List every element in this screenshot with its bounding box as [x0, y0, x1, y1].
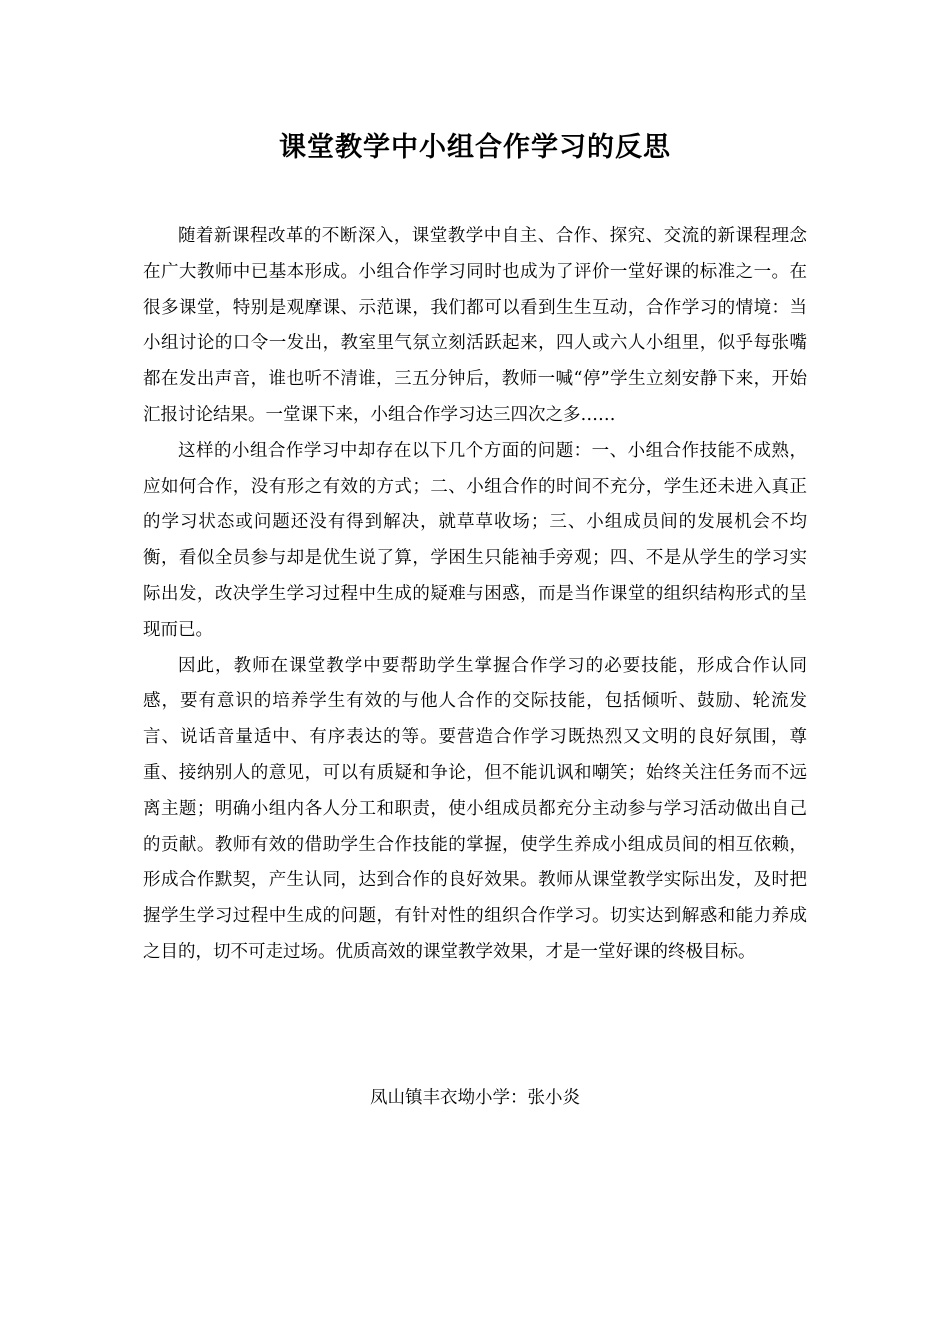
paragraph-3: 因此，教师在课堂教学中要帮助学生掌握合作学习的必要技能，形成合作认同感，要有意识的培养学生有效的与他人合作的交际技能，包括倾听、鼓励、轮流发言、说话音量适中、有序表达的等。要营造合作学习既热烈又文明的良好氛围，尊重、接纳别人的意见，可以有质疑和争论，但不能讥讽和嘲笑；始终关注任务而不远离主题；明确小组内各人分工和职责，使小组成员都充分主动参与学习活动做出自己的贡献。教师有效的借助学生合作技能的掌握，使学生养成小组成员间的相互依赖，形成合作默契，产生认同，达到合作的良好效果。教师从课堂教学实际出发，及时把握学生学习过程中生成的问题，有针对性的组织合作学习。切实达到解惑和能力养成之目的，切不可走过场。优质高效的课堂教学效果，才是一堂好课的终极目标。 — [143, 655, 807, 962]
paragraph-2: 这样的小组合作学习中却存在以下几个方面的问题：一、小组合作技能不成熟，应如何合作，没有形之有效的方式；二、小组合作的时间不充分，学生还未进入真正的学习状态或问题还没有得到解决，就草草收场；三、小组成员间的发展机会不均衡，看似全员参与却是优生说了算，学困生只能袖手旁观；四、不是从学生的学习实际出发，改决学生学习过程中生成的疑难与困惑，而是当作课堂的组织结构形式的呈现而已。 — [143, 440, 807, 640]
document-title: 课堂教学中小组合作学习的反思 — [279, 132, 671, 163]
paragraph-1: 随着新课程改革的不断深入，课堂教学中自主、合作、探究、交流的新课程理念在广大教师中已基本形成。小组合作学习同时也成为了评价一堂好课的标准之一。在很多课堂，特别是观摩课、示范课，我们都可以看到生生互动，合作学习的情境：当小组讨论的口令一发出，教室里气氛立刻活跃起来，四人或六人小组里，似乎每张嘴都在发出声音，谁也听不清谁，三五分钟后，教师一喊“停”学生立刻安静下来，开始汇报讨论结果。一堂课下来，小组合作学习达三四次之多…… — [143, 226, 807, 425]
author-signature: 凤山镇丰衣坳小学：张小炎 — [370, 1088, 580, 1108]
document-body — [143, 219, 807, 971]
